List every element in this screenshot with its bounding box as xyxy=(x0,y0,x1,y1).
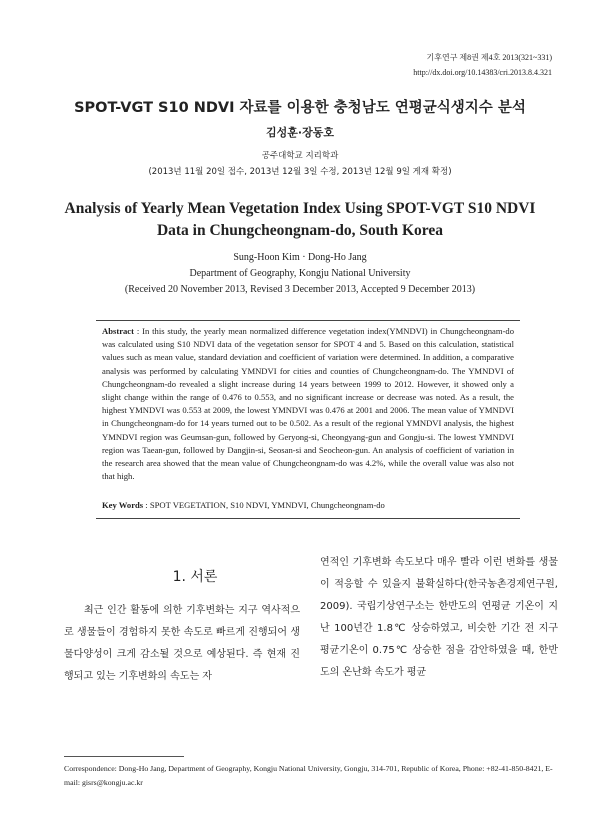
body-column-right: 연적인 기후변화 속도보다 매우 빨라 이런 변화를 생물이 적응할 수 있을지 불확실하다(한국농촌경제연구원, 2009). 국립기상연구소는 한반도의 연평균 기온이 지난 100년간 1.8℃ 상승하였고, 비슷한 기간 전 지구 평균기온이 0.75℃ 상승한 점을 감안하였을 때, 한반도의 온난화 속도가 평균 xyxy=(320,557,558,678)
keywords xyxy=(102,500,514,510)
english-affiliation: Department of Geography, Kongju National University xyxy=(189,268,411,279)
footnote-divider xyxy=(64,756,184,757)
english-dates: (Received 20 November 2013, Revised 3 December 2013, Accepted 9 December 2013) xyxy=(124,284,476,295)
correspondence-footnote: Correspondence: Dong-Ho Jang, Department of Geography, Kongju National University, Gongju, 314-701, Republic of Korea, Phone: +82-41-850-8421, E-mail: gisrs@kongju.ac.kr xyxy=(64,764,553,787)
korean-authors: 김성훈·장동호 xyxy=(266,126,334,139)
abstract-bottom-divider xyxy=(96,518,520,519)
english-authors: Sung-Hoon Kim · Dong-Ho Jang xyxy=(233,252,367,263)
english-title: Analysis of Yearly Mean Vegetation Index Using SPOT-VGT S10 NDVI Data in Chungcheongnam-do, South Korea xyxy=(64,200,536,239)
body-column-left: 최근 인간 활동에 의한 기후변화는 지구 역사적으로 생물들이 경험하지 못한 속도로 빠르게 진행되어 생물다양성이 크게 감소될 것으로 예상된다. 즉 현재 진행되고 있는 기후변화의 속도는 자 xyxy=(64,605,300,682)
keywords-text: : SPOT VEGETATION, S10 NDVI, YMNDVI, Chungcheongnam-do xyxy=(143,500,385,510)
korean-dates: (2013년 11월 20일 접수, 2013년 12월 3일 수정, 2013년 12월 9일 게재 확정) xyxy=(148,167,452,177)
abstract-label: Abstract xyxy=(102,326,134,336)
keywords-label: Key Words xyxy=(102,500,144,510)
doi-link[interactable]: http://dx.doi.org/10.14383/cri.2013.8.4.321 xyxy=(413,68,552,77)
journal-header xyxy=(413,50,552,80)
abstract-top-divider xyxy=(96,320,520,321)
journal-citation: 기후연구 제8권 제4호 2013(321~331) xyxy=(426,53,552,62)
abstract xyxy=(102,325,514,483)
abstract-text: : In this study, the yearly mean normalized difference vegetation index(YMNDVI) in Chungcheongnam-do was calculated using S10 NDVI data of the vegetation sensor for SPOT 4 and 5. Based on this calculation, statistical values such as mean value, standard deviation and coefficient of variation were determined. In addition, a comparative analysis was performed by calculating YMNDVI for cities and counties of Chungcheongnam-do. The YMNDVI of Chungcheongnam-do revealed a slight increase during 14 years between 1999 to 2012. However, it showed only a slight change within the range of 0.476 to 0.553, and no significant increase or decrease was noted. As a result, the highest YMNDVI was 0.553 at 2009, the lowest YMNDVI was 0.476 at 2001 and 2006. The mean value of YMNDVI in Chungcheongnam-do for 14 years turned out to be 0.502. As a result of the regional YMNDVI analysis, the highest YMNDVI region was Geumsan-gun, followed by Geryong-si, Cheongyang-gun and Gongju-si. The lowest YMNDVI region was Taean-gun, followed by Dangjin-si, Seosan-si and Seocheon-gun. An analysis of coefficient of variation in the research area showed that the mean value of Chungcheongnam-do was 4.2%, while the overall value was also not that high. xyxy=(102,326,514,482)
section-title: 1. 서론 xyxy=(172,569,218,585)
korean-affiliation: 공주대학교 지리학과 xyxy=(261,151,339,161)
korean-title: SPOT-VGT S10 NDVI 자료를 이용한 충청남도 연평균식생지수 분석 xyxy=(74,100,526,116)
